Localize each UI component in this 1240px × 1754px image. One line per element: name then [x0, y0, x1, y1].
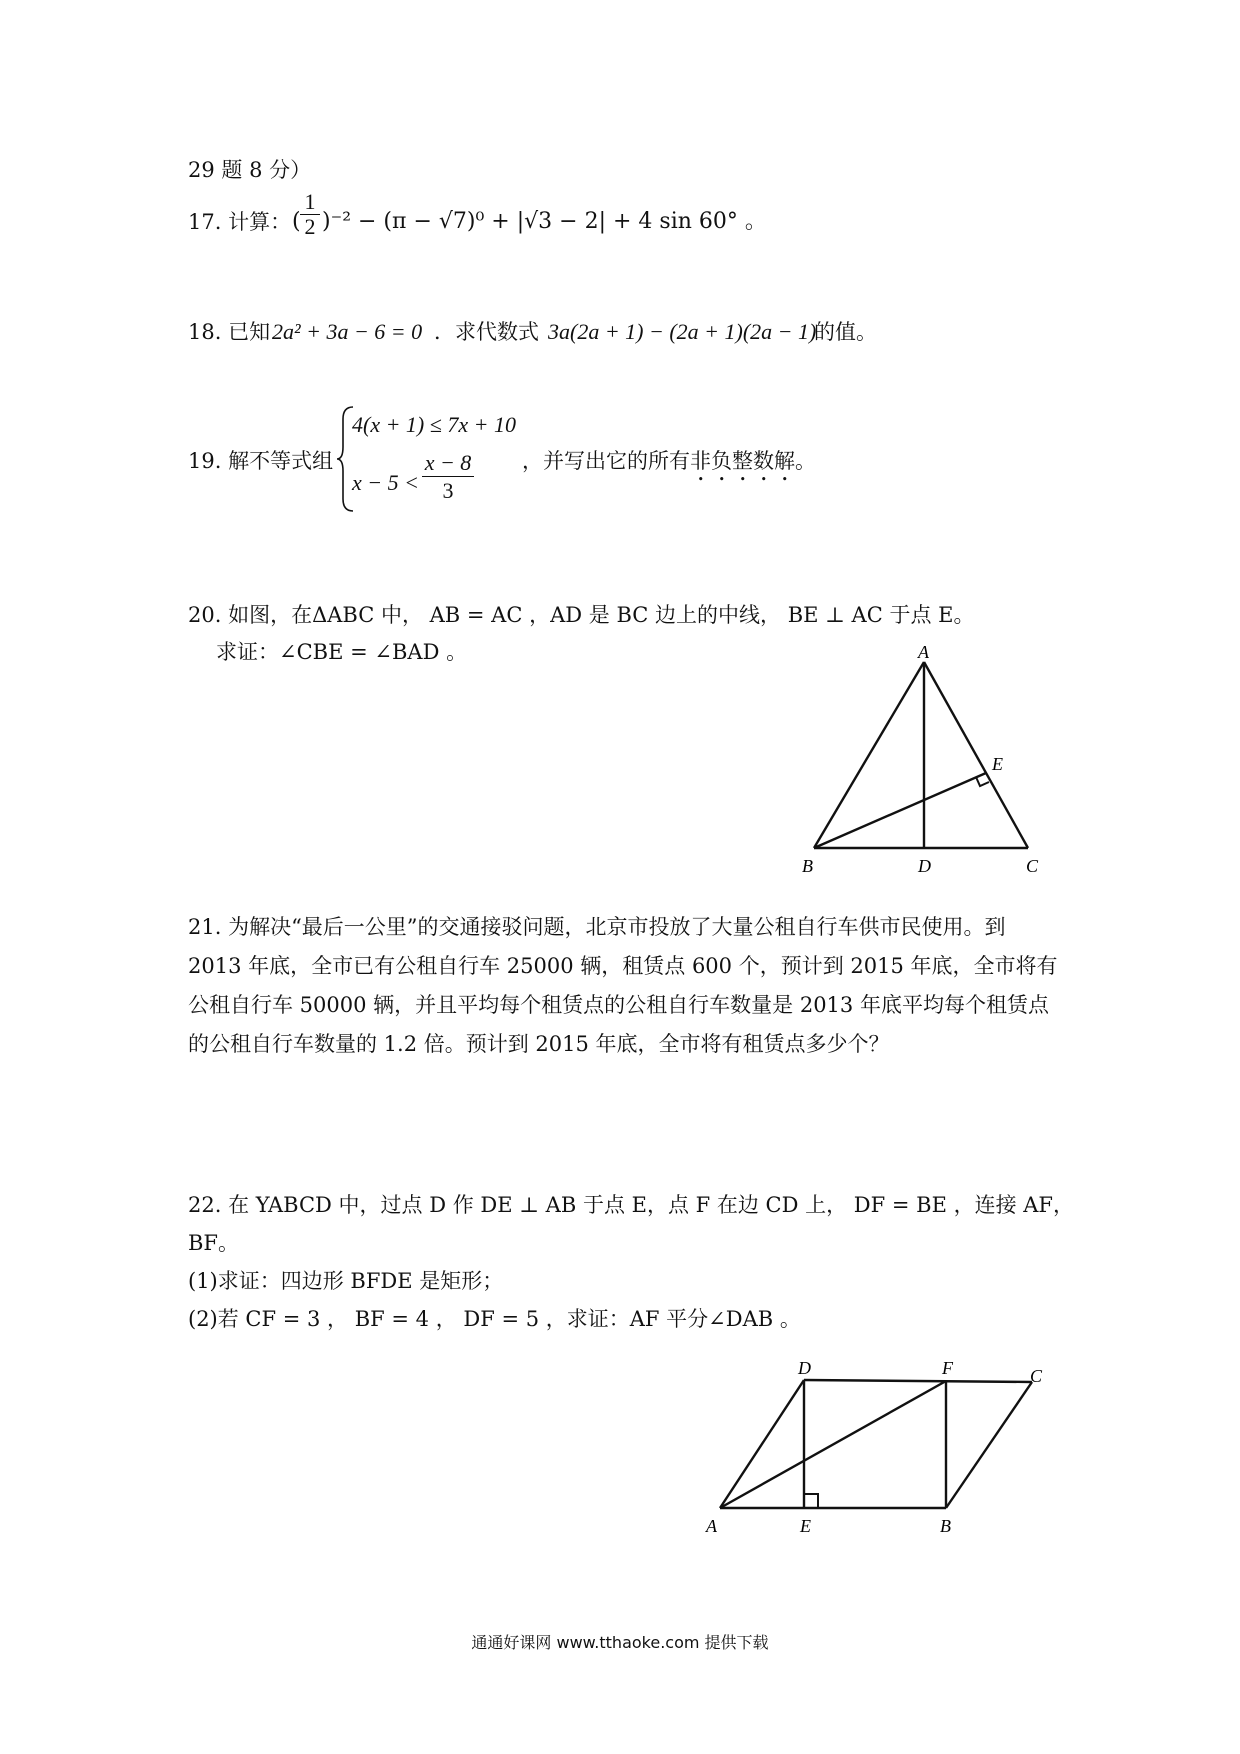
- q17-fraction: [300, 190, 320, 239]
- previous-score-note: 29 题 8 分）: [188, 158, 312, 182]
- q19-fraction: [422, 450, 474, 505]
- q19-frac-num: x − 8: [424, 450, 472, 475]
- page-footer: 通通好课网 www.tthaoke.com 提供下载: [471, 1633, 769, 1652]
- q19-emphasis: 非负整数解: [690, 449, 795, 473]
- q17-frac-num: 1: [304, 189, 316, 214]
- vertex-label-b: B: [802, 856, 813, 876]
- vertex-label-a: A: [918, 642, 929, 662]
- vertex-label-e: E: [992, 754, 1003, 774]
- vertex-label-c: C: [1030, 1366, 1043, 1386]
- vertex-label-b: B: [940, 1516, 951, 1536]
- q17-frac-den: 2: [304, 214, 316, 239]
- q20-prove: 求证：∠CBE = ∠BAD 。: [216, 640, 468, 664]
- vertex-label-d: D: [798, 1360, 811, 1378]
- q18-equation: 2a² + 3a − 6 = 0: [272, 319, 423, 344]
- vertex-label-e: E: [800, 1516, 811, 1536]
- q19-inequality-1: 4(x + 1) ≤ 7x + 10: [352, 412, 516, 437]
- q18-mid-text: ．求代数式: [434, 320, 539, 344]
- q18-tail: 的值。: [814, 320, 877, 344]
- q22-statement: 22. 在 YABCD 中，过点 D 作 DE ⊥ AB 于点 E，点 F 在边 CD 上， DF = BE ，连接 AF，: [188, 1193, 1075, 1217]
- q22-part-2: (2)若 CF = 3 ， BF = 4 ， DF = 5 ，求证：AF 平分∠DAB 。: [188, 1307, 801, 1331]
- vertex-label-c: C: [1026, 856, 1039, 876]
- q22-statement-cont: BF。: [188, 1231, 240, 1255]
- q19-inequality-2-left: x − 5 <: [352, 470, 419, 495]
- vertex-label-d: D: [918, 856, 931, 876]
- q22-part-1: (1)求证：四边形 BFDE 是矩形；: [188, 1269, 504, 1293]
- q17-expression: )⁻² − (π − √7)⁰ + |√3 − 2| + 4 sin 60° 。: [322, 209, 767, 234]
- vertex-label-a: A: [706, 1516, 717, 1536]
- triangle-figure: [790, 640, 1050, 880]
- q18-label: 18. 已知: [188, 320, 271, 344]
- q19-tail: [522, 446, 816, 486]
- q21-text: 21. 为解决“最后一公里”的交通接驳问题，北京市投放了大量公租自行车供市民使用。到 2013 年底，全市已有公租自行车 25000 辆，租赁点 600 个，预计到 2015 年底，全市将有公租自行车 50000 辆，并且平均每个租赁点的公租自行车数量是 2013 年底平均每个租赁点的公租自行车数量的 1.2 倍。预计到 2015 年底，全市将有租赁点多少个？: [188, 915, 1058, 1056]
- q19-frac-den: 3: [442, 478, 454, 503]
- q20-statement: 20. 如图，在ΔABC 中， AB = AC ，AD 是 BC 边上的中线， BE ⊥ AC 于点 E。: [188, 603, 975, 627]
- q18-expression: 3a(2a + 1) − (2a + 1)(2a − 1): [548, 319, 817, 344]
- q19-label: 19. 解不等式组: [188, 449, 334, 473]
- q19-end: 。: [795, 449, 816, 473]
- q19-tail-text: ，并写出它的所有: [522, 449, 690, 473]
- q17-label: 17. 计算：: [188, 210, 292, 234]
- q17-paren-open: (: [292, 209, 301, 234]
- parallelogram-figure: [700, 1360, 1060, 1540]
- vertex-label-f: F: [942, 1360, 953, 1378]
